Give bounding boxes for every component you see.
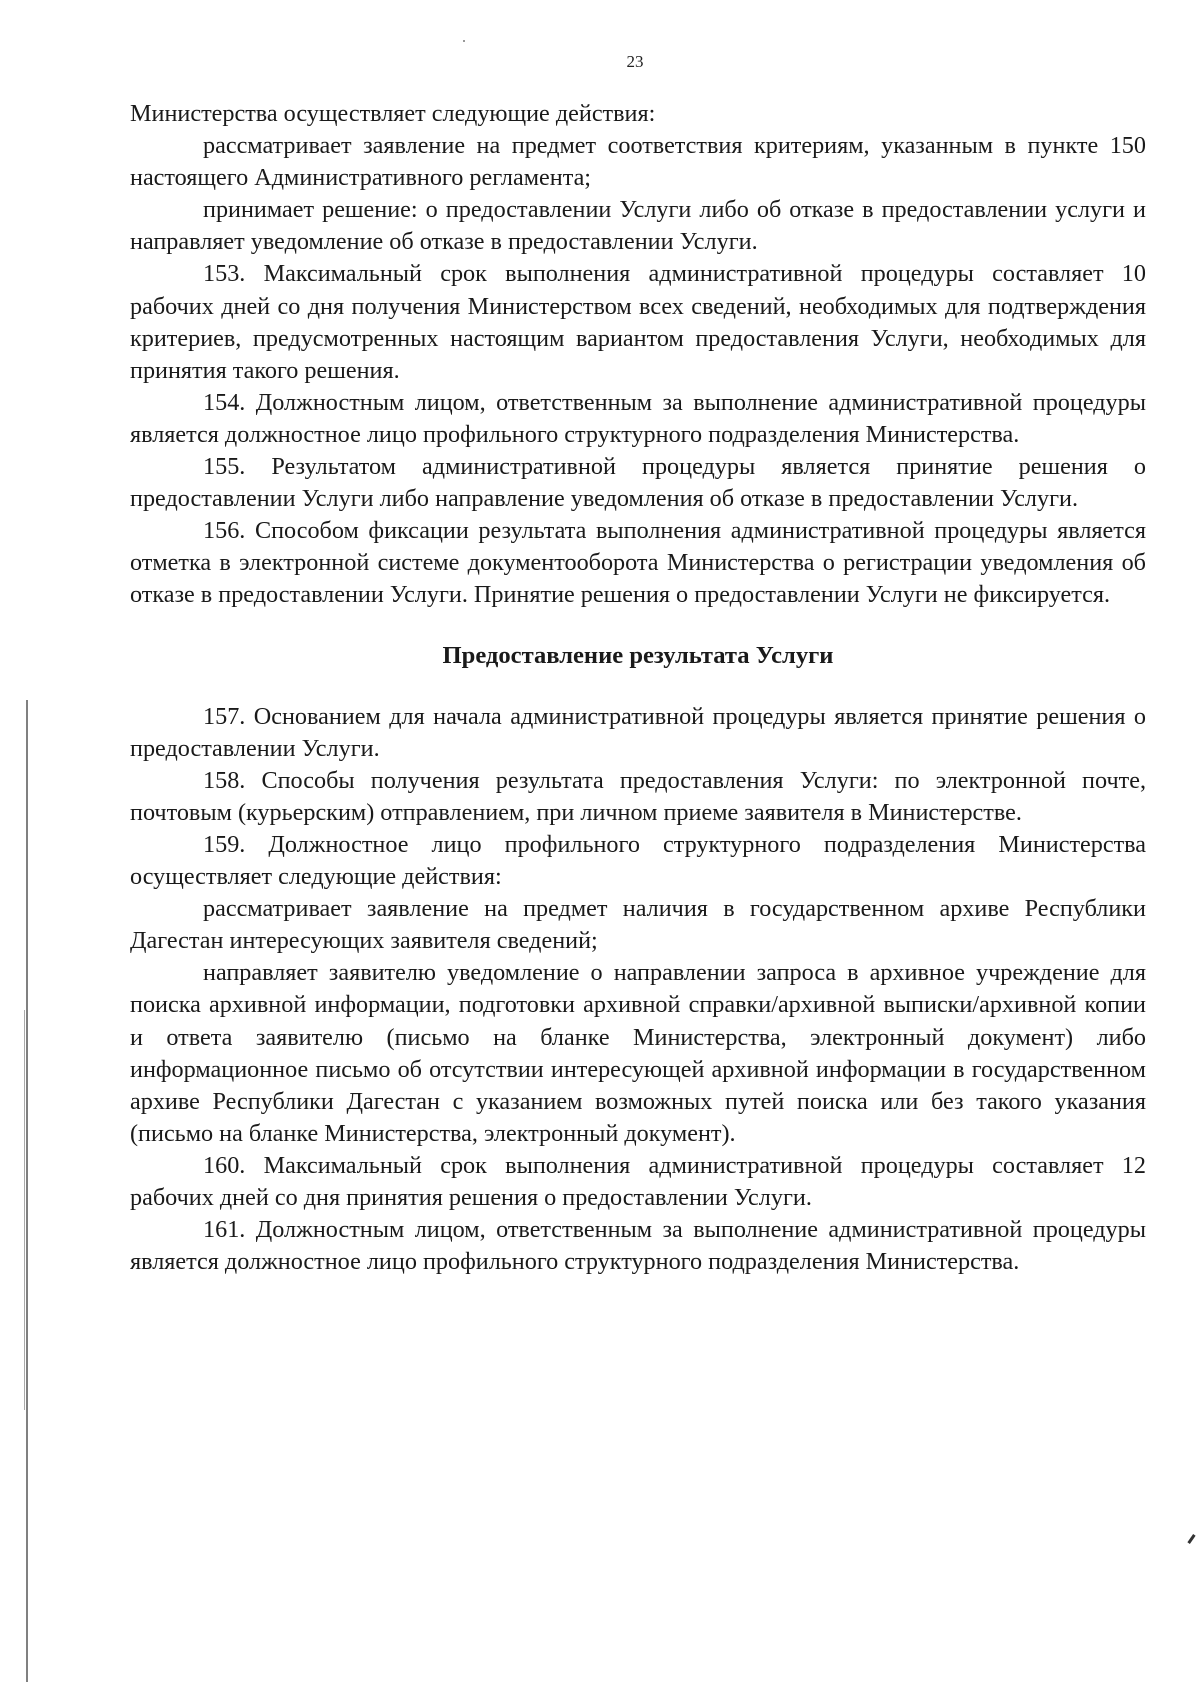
paragraph-review-archive: рассматривает заявление на предмет наличия в государственном архиве Республики Дагестан интересующих заявителя сведений;	[130, 895, 1146, 955]
paragraph-153: 153. Максимальный срок выполнения административной процедуры составляет 10 рабочих дней со дня получения Министерством всех сведений, необходимых для подтверждения критериев, предусмотренных настоящим вариантом предоставления Услуги, необходимых для принятия такого решения.	[130, 260, 1146, 384]
scan-edge-line	[26, 700, 28, 1682]
paragraph-review-criteria: рассматривает заявление на предмет соответствия критериям, указанным в пункте 150 настоящего Административного регламента;	[130, 132, 1146, 192]
paragraph-156: 156. Способом фиксации результата выполнения административной процедуры является отметка в электронной системе документооборота Министерства о регистрации уведомления об отказе в предоставлении Услуги. Принятие решения о предоставлении Услуги не фиксируется.	[130, 517, 1146, 609]
paragraph-160: 160. Максимальный срок выполнения административной процедуры составляет 12 рабочих дней со дня принятия решения о предоставлении Услуги.	[130, 1151, 1146, 1211]
scan-artifact-dot	[463, 40, 465, 42]
scan-artifact-mark	[1187, 1534, 1195, 1544]
paragraph-decision: принимает решение: о предоставлении Услуги либо об отказе в предоставлении услуги и направляет уведомление об отказе в предоставлении Услуги.	[130, 196, 1146, 256]
paragraph-155: 155. Результатом административной процедуры является принятие решения о предоставлении Услуги либо направление уведомления об отказе в предоставлении Услуги.	[130, 453, 1146, 513]
paragraph-157: 157. Основанием для начала административной процедуры является принятие решения о предоставлении Услуги.	[130, 702, 1146, 762]
page-number: 23	[626, 52, 644, 71]
paragraph-158: 158. Способы получения результата предоставления Услуги: по электронной почте, почтовым (курьерским) отправлением, при личном приеме заявителя в Министерстве.	[130, 766, 1146, 826]
document-body	[130, 98, 1146, 1278]
paragraph-154: 154. Должностным лицом, ответственным за выполнение административной процедуры является должностное лицо профильного структурного подразделения Министерства.	[130, 388, 1146, 448]
section-heading: Предоставление результата Услуги	[442, 641, 834, 669]
paragraph-159: 159. Должностное лицо профильного структурного подразделения Министерства осуществляет следующие действия:	[130, 830, 1146, 891]
paragraph-notification: направляет заявителю уведомление о направлении запроса в архивное учреждение для поиска архивной информации, подготовки архивной справки/архивной выписки/архивной копии и ответа заявителю (письмо на бланке Министерства, электронный документ) либо информационное письмо об отсутствии интересующей архивной информации в государственном архиве Республики Дагестан с указанием возможных путей поиска или без такого указания (письмо на бланке Министерства, электронный документ).	[130, 959, 1146, 1147]
paragraph-161: 161. Должностным лицом, ответственным за выполнение административной процедуры является должностное лицо профильного структурного подразделения Министерства.	[130, 1216, 1146, 1276]
paragraph-continuation: Министерства осуществляет следующие действия:	[130, 100, 656, 127]
scan-edge-line-secondary	[24, 1010, 25, 1410]
